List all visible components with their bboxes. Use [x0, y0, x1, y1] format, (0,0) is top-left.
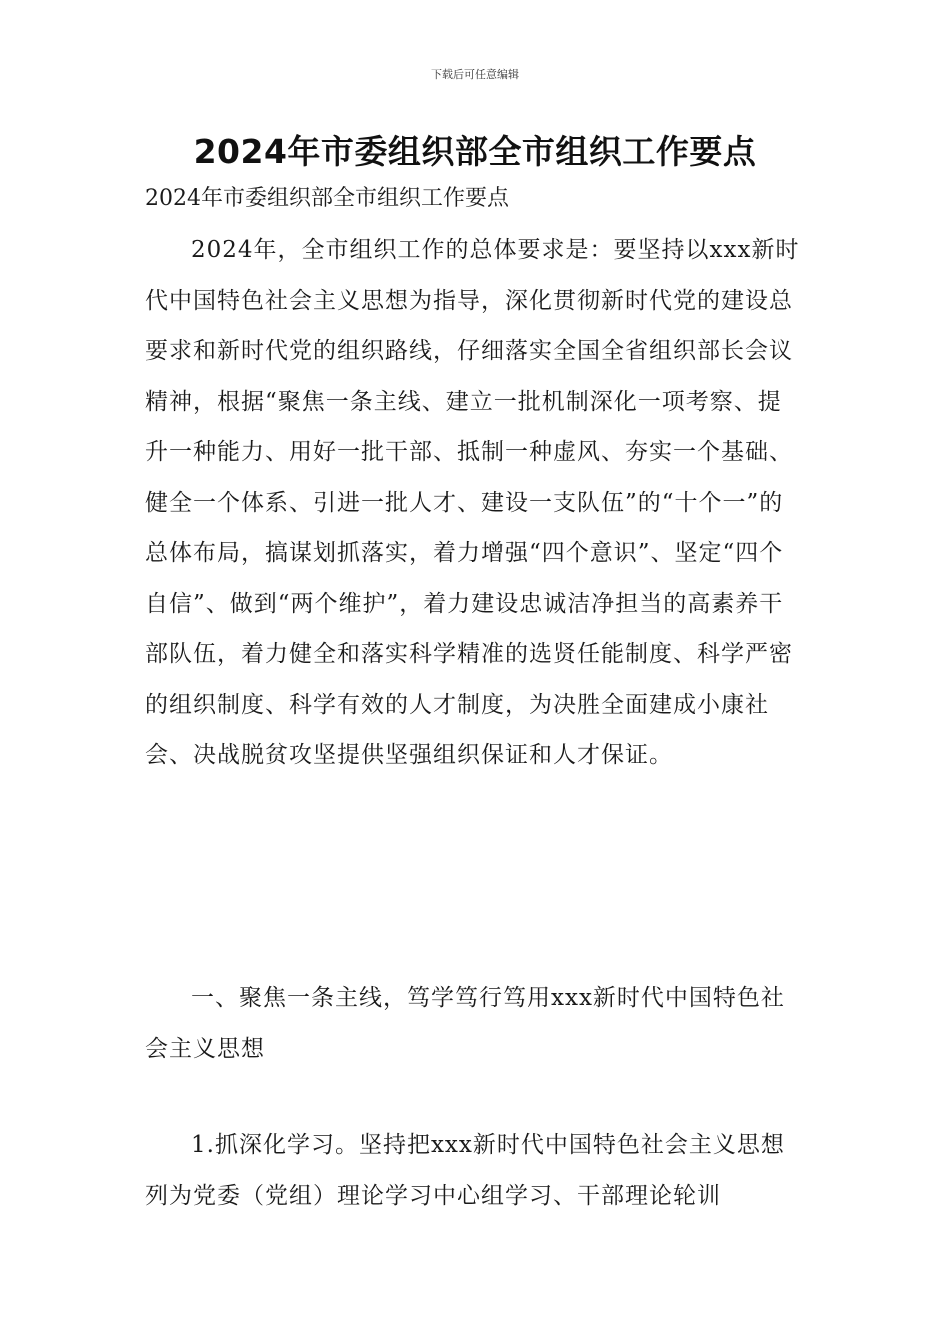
document-subtitle: 2024年市委组织部全市组织工作要点: [145, 186, 509, 211]
section-1-heading: 一、聚焦一条主线，笃学笃行笃用xxx新时代中国特色社会主义思想: [145, 985, 785, 1062]
document-title: 2024年市委组织部全市组织工作要点: [193, 132, 757, 171]
item-1-paragraph: 1.抓深化学习。坚持把xxx新时代中国特色社会主义思想列为党委（党组）理论学习中心组学习、干部理论轮训: [145, 1132, 785, 1209]
header-note: 下载后可任意编辑: [431, 68, 519, 81]
intro-paragraph: 2024年，全市组织工作的总体要求是：要坚持以xxx新时代中国特色社会主义思想为指导，深化贯彻新时代党的建设总要求和新时代党的组织路线，仔细落实全国全省组织部长会议精神，根据“聚焦一条主线、建立一批机制深化一项考察、提升一种能力、用好一批干部、抵制一种虚风、夯实一个基础、健全一个体系、引进一批人才、建设一支队伍”的“十个一”的总体布局，搞谋划抓落实，着力增强“四个意识”、坚定“四个自信”、做到“两个维护”，着力建设忠诚洁净担当的高素养干部队伍，着力健全和落实科学精准的选贤任能制度、科学严密的组织制度、科学有效的人才制度，为决胜全面建成小康社会、决战脱贫攻坚提供坚强组织保证和人才保证。: [145, 237, 800, 768]
